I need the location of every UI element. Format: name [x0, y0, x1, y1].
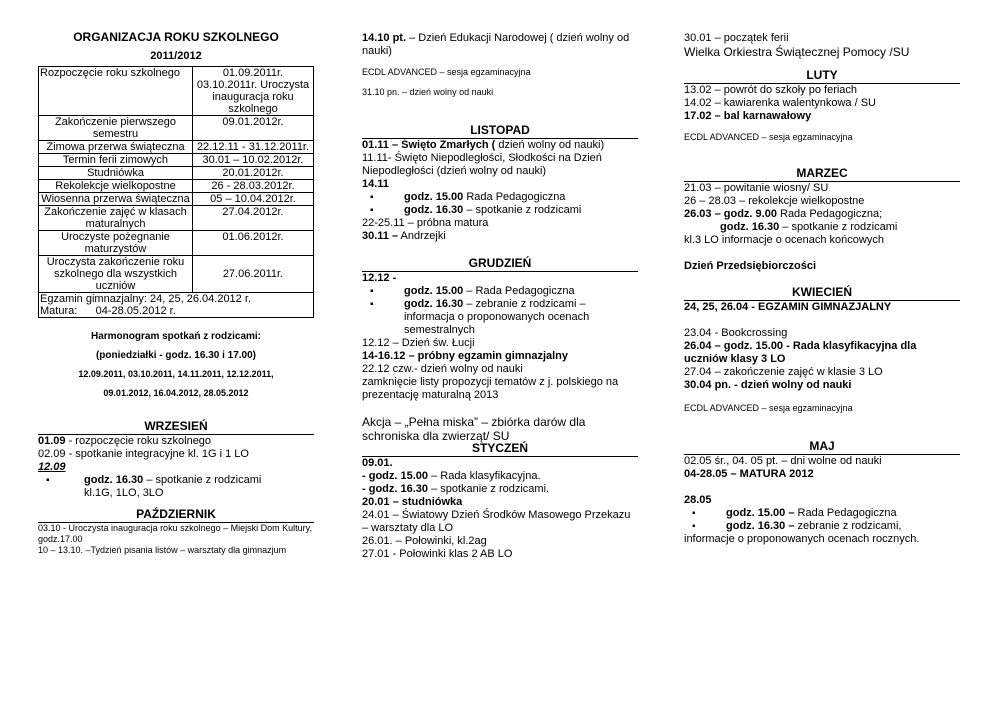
month-pazdziernik: PAŹDZIERNIK — [38, 508, 314, 523]
listopad-line-1: 01.11 – Święto Zmarłych ( dzień wolny od nauki) — [362, 139, 605, 151]
meetings-dates-1: 12.09.2011, 03.10.2011, 14.11.2011, 12.12.2011, — [78, 369, 274, 379]
org-row — [39, 154, 314, 167]
org-row-label: Studniówka — [39, 167, 193, 180]
grudzien-line-1: 12.12 - — [362, 272, 397, 284]
maj-line-1: 02.05 śr., 04. 05 pt. – dni wolne od nauki — [684, 455, 882, 467]
grudzien-line-8: Akcja – „Pełna miska” – zbiórka darów dla schroniska dla zwierząt/ SU — [362, 415, 586, 443]
org-row-label: Rozpoczęcie roku szkolnego — [39, 67, 193, 116]
org-row-label: Termin ferii zimowych — [39, 154, 193, 167]
wrzesien-line-4: ▪ godz. 16.30 – spotkanie z rodzicami — [38, 474, 314, 487]
maj-line-5: ▪ godz. 16.30 – zebranie z rodzicami, — [684, 520, 960, 533]
org-row-value: 30.01 – 10.02.2012r. — [193, 154, 314, 167]
school-year: 2011/2012 — [150, 50, 202, 62]
pazdziernik-line-2: 10 – 13.10. –Tydzień pisania listów – warsztaty dla gimnazjum — [38, 545, 287, 555]
styczen-line-7: 27.01 - Połowinki klas 2 AB LO — [362, 548, 513, 560]
kwiecien-line-1: 24, 25, 26.04 - EGZAMIN GIMNAZJALNY — [684, 301, 892, 313]
org-row-label: Uroczysta zakończenie roku szkolnego dla wszystkich uczniów — [39, 256, 193, 293]
org-row-value: 09.01.2012r. — [193, 116, 314, 141]
org-row-value: 26 - 28.03.2012r. — [193, 180, 314, 193]
styczen-line-6: 26.01. – Połowinki, kl.2ag — [362, 535, 487, 547]
marzec-line-1: 21.03 – powitanie wiosny/ SU — [684, 182, 829, 194]
org-row-value: 20.01.2012r. — [193, 167, 314, 180]
month-grudzien: GRUDZIEŃ — [362, 257, 638, 272]
meetings-dates-2: 09.01.2012, 16.04.2012, 28.05.2012 — [103, 388, 249, 398]
exam-row — [39, 293, 314, 318]
org-row — [39, 141, 314, 154]
marzec-line-5: kl.3 LO informacje o ocenach końcowych — [684, 234, 884, 246]
wrzesien-line-5: kl.1G, 1LO, 3LO — [84, 487, 164, 499]
listopad-line-2: 11.11- Święto Niepodległości, Słodkości na Dzień Niepodległości (dzień wolny od nauki) — [362, 152, 602, 177]
doc-title: ORGANIZACJA ROKU SZKOLNEGO — [73, 30, 279, 44]
month-luty: LUTY — [684, 69, 960, 84]
meetings-title: Harmonogram spotkań z rodzicami: — [90, 331, 262, 342]
org-row-label: Zimowa przerwa świąteczna — [39, 141, 193, 154]
styczen-line-1: 09.01. — [362, 457, 393, 469]
listopad-line-7: 30.11 – Andrzejki — [362, 230, 446, 242]
kwiecien-line-4: 27.04 – zakończenie zajęć w klasie 3 LO — [684, 366, 883, 378]
listopad-line-4: ▪ godz. 15.00 Rada Pedagogiczna — [362, 191, 638, 204]
month-marzec: MARZEC — [684, 167, 960, 182]
luty-line-3: 17.02 – bal karnawałowy — [684, 110, 812, 122]
kwiecien-line-3: 26.04 – godz. 15.00 - Rada klasyfikacyjna dla uczniów klasy 3 LO — [684, 340, 917, 365]
grudzien-line-5: 14-16.12 – próbny egzamin gimnazjalny — [362, 350, 569, 362]
listopad-line-5: ▪ godz. 16.30 – spotkanie z rodzicami — [362, 204, 638, 217]
org-row — [39, 180, 314, 193]
listopad-line-6: 22-25.11 – próbna matura — [362, 217, 489, 229]
wosp: Wielka Orkiestra Świątecznej Pomocy /SU — [684, 45, 910, 59]
month-maj: MAJ — [684, 440, 960, 455]
styczen-line-4: 20.01 – studniówka — [362, 496, 463, 508]
exam-gim: Egzamin gimnazjalny: 24, 25, 26.04.2012 r. — [40, 293, 251, 305]
month-listopad: LISTOPAD — [362, 124, 638, 139]
wrzesien-line-1: 01.09 - rozpoczęcie roku szkolnego — [38, 435, 212, 447]
maj-line-6: informacje o proponowanych ocenach rocznych. — [684, 533, 920, 545]
styczen-line-2: - godz. 15.00 – Rada klasyfikacyjna. — [362, 470, 541, 482]
grudzien-line-4: 12.12 – Dzień św. Łucji — [362, 337, 475, 349]
org-row — [39, 67, 314, 116]
marzec-line-6: Dzień Przedsiębiorczości — [684, 260, 817, 272]
wolne-31-10: 31.10 pn. – dzień wolny od nauki — [362, 87, 494, 97]
org-row-value: 27.04.2012r. — [193, 206, 314, 231]
column-3 — [684, 32, 960, 546]
ecdl-1: ECDL ADVANCED – sesja egzaminacyjna — [362, 67, 531, 77]
luty-line-2: 14.02 – kawiarenka walentynkowa / SU — [684, 97, 876, 109]
column-1 — [38, 28, 314, 556]
org-row — [39, 206, 314, 231]
kwiecien-ecdl: ECDL ADVANCED – sesja egzaminacyjna — [684, 403, 853, 413]
org-row-value: 27.06.2011r. — [193, 256, 314, 293]
org-row — [39, 256, 314, 293]
grudzien-line-6: 22.12 czw.- dzień wolny od nauki — [362, 363, 523, 375]
marzec-line-2: 26 – 28.03 – rekolekcje wielkopostne — [684, 195, 865, 207]
maj-line-4: ▪ godz. 15.00 – Rada Pedagogiczna — [684, 507, 960, 520]
org-row-value: 05 – 10.04.2012r. — [193, 193, 314, 206]
org-row-value: 22.12.11 - 31.12.2011r. — [193, 141, 314, 154]
org-row — [39, 167, 314, 180]
pazdziernik-line-1: 03.10 - Uroczysta inauguracja roku szkolnego – Miejski Dom Kultury, godz.17.00 — [38, 523, 312, 544]
org-row-label: Wiosenna przerwa świąteczna — [39, 193, 193, 206]
styczen-line-3: - godz. 16.30 – spotkanie z rodzicami. — [362, 483, 550, 495]
org-row — [39, 193, 314, 206]
org-row — [39, 231, 314, 256]
month-kwiecien: KWIECIEŃ — [684, 286, 960, 301]
meetings-sub: (poniedziałki - godz. 16.30 i 17.00) — [95, 350, 257, 361]
org-row-label: Rekolekcje wielkopostne — [39, 180, 193, 193]
month-wrzesien: WRZESIEŃ — [38, 420, 314, 435]
org-row-label: Zakończenie pierwszego semestru — [39, 116, 193, 141]
styczen-line-5: 24.01 – Światowy Dzień Środków Masowego Przekazu – warsztaty dla LO — [362, 509, 631, 534]
org-row-label: Zakończenie zajęć w klasach maturalnych — [39, 206, 193, 231]
grudzien-line-3: ▪ godz. 16.30 – zebranie z rodzicami – informacja o proponowanych ocenach semestralnych — [362, 298, 638, 337]
wrzesien-line-2: 02.09 - spotkanie integracyjne kl. 1G i 1 LO — [38, 448, 249, 460]
kwiecien-line-5: 30.04 pn. - dzień wolny od nauki — [684, 379, 852, 391]
marzec-line-4: godz. 16.30 – spotkanie z rodzicami — [720, 221, 898, 233]
ferie-start: 30.01 – początek ferii — [684, 32, 789, 44]
maj-line-2: 04-28.05 – MATURA 2012 — [684, 468, 814, 480]
dzien-edukacji: 14.10 pt. – Dzień Edukacji Narodowej ( dzień wolny od nauki) — [362, 32, 630, 57]
kwiecien-line-2: 23.04 - Bookcrossing — [684, 327, 788, 339]
org-row-value: 01.06.2012r. — [193, 231, 314, 256]
column-2 — [362, 32, 638, 561]
grudzien-line-7: zamknięcie listy propozycji tematów z j. polskiego na prezentację maturalną 2013 — [362, 376, 619, 401]
wrzesien-line-3: 12.09 — [38, 461, 66, 473]
org-row — [39, 116, 314, 141]
org-row-value: 01.09.2011r. 03.10.2011r. Uroczysta inauguracja roku szkolnego — [193, 67, 314, 116]
luty-ecdl: ECDL ADVANCED – sesja egzaminacyjna — [684, 132, 853, 142]
exam-matura: Matura: 04-28.05.2012 r. — [40, 305, 176, 317]
listopad-line-3: 14.11 — [362, 178, 389, 190]
org-row-label: Uroczyste pożegnanie maturzystów — [39, 231, 193, 256]
maj-line-3: 28.05 — [684, 494, 712, 506]
month-styczen: STYCZEŃ — [362, 442, 638, 457]
marzec-line-3: 26.03 – godz. 9.00 Rada Pedagogiczna; — [684, 208, 883, 220]
luty-line-1: 13.02 – powrót do szkoły po feriach — [684, 84, 858, 96]
grudzien-line-2: ▪ godz. 15.00 – Rada Pedagogiczna — [362, 285, 638, 298]
organization-table — [38, 66, 314, 318]
